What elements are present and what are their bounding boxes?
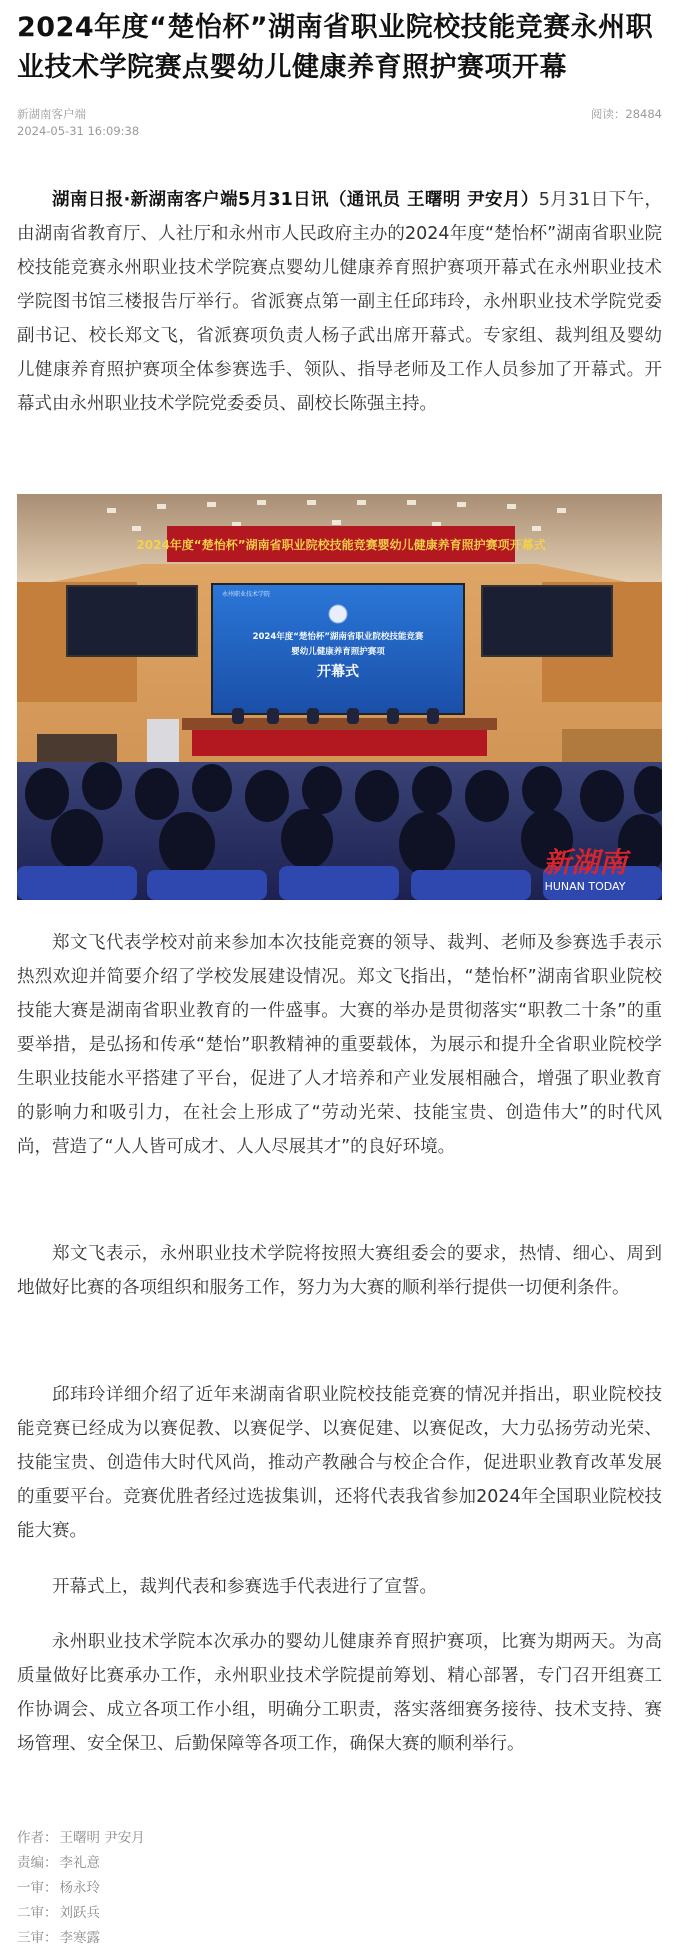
credit-review-3 (17, 1926, 145, 1951)
paragraph-1-text: 5月31日下午，由湖南省教育厅、人社厅和永州市人民政府主办的2024年度“楚怡杯”湖南省职业院校技能竞赛永州职业技术学院赛点婴幼儿健康养育照护赛项开幕式在永州职业技术学院图书馆三楼报告厅举行。省派赛点第一副主任邱玮玲，永州职业技术学院党委副书记、校长郑文飞，省派赛项负责人杨子武出席开幕式。专家组、裁判组及婴幼儿健康养育照护赛项全体参赛选手、领队、指导老师及工作人员参加了开幕式。开幕式由永州职业技术学院党委委员、副校长陈强主持。 (17, 190, 662, 414)
article-photo (17, 494, 662, 900)
credit-value: 刘跃兵 (59, 1905, 100, 1921)
publish-datetime: 2024-05-31 16:09:38 (17, 124, 140, 138)
screen-line-3: 开幕式 (317, 664, 359, 680)
paragraph-6: 永州职业技术学院本次承办的婴幼儿健康养育照护赛项，比赛为期两天。为高质量做好比赛承办工作，永州职业技术学院提前筹划、精心部署，专门召开组赛工作协调会、成立各项工作小组，明确分工职责，落实落细赛务接待、技术支持、赛场管理、安全保卫、后勤保障等各项工作，确保大赛的顺利举行。 (17, 1632, 662, 1754)
article-title: 2024年度“楚怡杯”湖南省职业院校技能竞赛永州职业技术学院赛点婴幼儿健康养育照护赛项开幕 (17, 12, 654, 83)
screen-line-1: 2024年度“楚怡杯”湖南省职业院校技能竞赛 (252, 632, 424, 642)
credit-label: 责编： (17, 1855, 58, 1871)
side-screen-left (67, 586, 197, 656)
credit-value: 李礼意 (59, 1855, 100, 1871)
screen-school: 永州职业技术学院 (222, 591, 271, 598)
credit-label: 一审： (17, 1880, 58, 1896)
paragraph-2: 郑文飞代表学校对前来参加本次技能竞赛的领导、裁判、老师及参赛选手表示热烈欢迎并简要介绍了学校发展建设情况。郑文飞指出，“楚怡杯”湖南省职业院校技能大赛是湖南省职业教育的一件盛事。大赛的举办是贯彻落实“职教二十条”的重要举措，是弘扬和传承“楚怡”职教精神的重要载体，为展示和提升全省职业院校学生职业技能水平搭建了平台，促进了人才培养和产业发展相融合，增强了职业教育的影响力和吸引力，在社会上形成了“劳动光荣、技能宝贵、创造伟大”的时代风尚，营造了“人人皆可成才、人人尽展其才”的良好环境。 (17, 933, 662, 1157)
credit-label: 作者： (17, 1830, 58, 1846)
article-meta (17, 106, 662, 140)
screen-line-2: 婴幼儿健康养育照护赛项 (291, 647, 385, 657)
credit-value: 杨永玲 (59, 1880, 100, 1896)
credit-editor (17, 1851, 145, 1876)
read-count-label: 阅读： (590, 107, 626, 121)
credit-value: 王曙明 尹安月 (59, 1830, 145, 1846)
paragraph-4: 邱玮玲详细介绍了近年来湖南省职业院校技能竞赛的情况并指出，职业院校技能竞赛已经成为以赛促教、以赛促学、以赛促建、以赛促改，大力弘扬劳动光荣、技能宝贵、创造伟大时代风尚，推动产教融合与校企合作，促进职业教育改革发展的重要平台。竞赛优胜者经过选拔集训，还将代表我省参加2024年全国职业院校技能大赛。 (17, 1385, 662, 1541)
stage-table (192, 730, 487, 756)
article-credits (17, 1826, 145, 1951)
paragraph-1 (17, 183, 662, 421)
article-lead: 湖南日报·新湖南客户端5月31日讯（通讯员 王曙明 尹安月） (52, 190, 539, 210)
watermark-en: HUNAN TODAY (544, 880, 626, 893)
screen-emblem (329, 605, 347, 623)
credit-review-1 (17, 1876, 145, 1901)
credit-label: 三审： (17, 1930, 58, 1946)
read-count-value: 28484 (625, 107, 662, 121)
article-source: 新湖南客户端 (17, 107, 86, 121)
photo-illustration (17, 494, 662, 900)
paragraph-3: 郑文飞表示，永州职业技术学院将按照大赛组委会的要求，热情、细心、周到地做好比赛的各项组织和服务工作，努力为大赛的顺利举行提供一切便利条件。 (17, 1244, 662, 1298)
credit-value: 李寒露 (59, 1930, 100, 1946)
read-count (591, 106, 662, 123)
credit-label: 二审： (17, 1905, 58, 1921)
photo-banner-text: 2024年度“楚怡杯”湖南省职业院校技能竞赛婴幼儿健康养育照护赛项开幕式 (136, 538, 546, 552)
credit-review-2 (17, 1901, 145, 1926)
side-screen-right (482, 586, 612, 656)
watermark-logo: 新湖南 (542, 846, 628, 879)
paragraph-5: 开幕式上，裁判代表和参赛选手代表进行了宣誓。 (52, 1577, 437, 1597)
credit-author (17, 1826, 145, 1851)
